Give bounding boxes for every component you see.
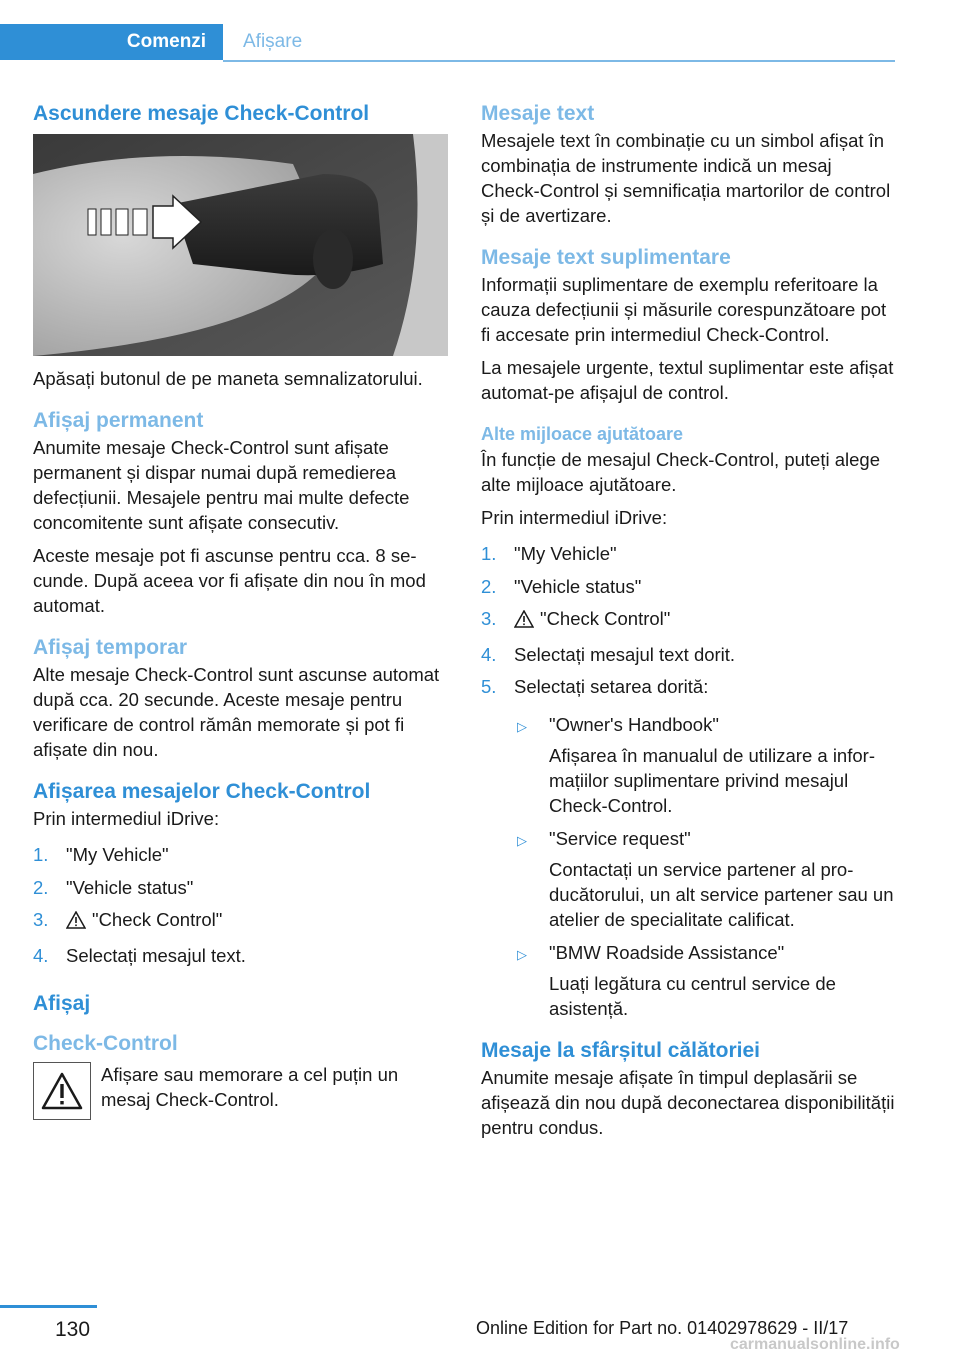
text-messages-text: Mesajele text în combinație cu un simbol afișat în combinația de instrumente indică un mesaj Check-Control și semnificația martorilor de control și de avertizare. — [481, 130, 891, 226]
turn-signal-lever-photo — [33, 134, 448, 356]
warning-triangle-icon — [514, 606, 536, 639]
option-item: ▷ "Owner's Handbook" Afișarea în manualul de utilizare a informațiilor suplimentare privind mesajul Check-Control. — [517, 713, 875, 816]
section-title-extra-text: Mesaje text suplimentare — [481, 246, 731, 269]
list-item: 1. "My Vehicle" — [33, 844, 169, 865]
right-column — [481, 100, 895, 1148]
show-intro: Prin intermediul iDrive: — [33, 808, 220, 829]
page-number: 130 — [55, 1318, 91, 1341]
check-control-note — [33, 1062, 448, 1120]
header-tabs — [0, 24, 895, 62]
section-title-aids: Alte mijloace ajutătoare — [481, 424, 684, 444]
edition-text: Online Edition for Part no. 01402978629 - II/17 — [476, 1318, 849, 1338]
list-item: 3. "Check Control" — [481, 603, 895, 639]
triangle-bullet-icon: ▷ — [517, 832, 527, 848]
aids-text: În funcție de mesajul Check-Control, puteți alege alte mijloace ajutătoare. — [481, 449, 880, 495]
tab-afisare[interactable]: Afișare — [223, 24, 895, 62]
list-item: 5. Selectați setarea dorită: — [481, 676, 709, 697]
section-title-show: Afișarea mesajelor Check-Control — [33, 780, 371, 803]
list-item: 1. "My Vehicle" — [481, 543, 617, 564]
hide-text: Apăsați butonul de pe maneta semnalizatorului. — [33, 368, 423, 389]
section-title-check-control: Check-Control — [33, 1032, 178, 1055]
section-title-end-trip: Mesaje la sfârșitul călătoriei — [481, 1038, 760, 1062]
triangle-bullet-icon: ▷ — [517, 946, 527, 962]
section-title-temporary: Afișaj temporar — [33, 636, 188, 659]
end-trip-text: Anumite mesaje afișate în timpul deplasării se afișează din nou după deconectarea disponibilității pentru condus. — [481, 1066, 895, 1138]
warning-triangle-icon — [66, 907, 88, 940]
extra-text-2: La mesajele urgente, textul suplimentar este afișat automat-pe afișajul de control. — [481, 357, 894, 403]
extra-text-1: Informații suplimentare de exemplu referitoare la cauza defecțiunii și măsurile corespunzătoare pot fi accesate prin intermediul Check-Control. — [481, 274, 887, 345]
section-title-display: Afișaj — [33, 992, 91, 1015]
permanent-text-1: Anumite mesaje Check-Control sunt afișate permanent și dispar numai după remedierea defecțiunii. Mesajele pentru mai multe defecte concomitente sunt afișate consecutiv. — [33, 437, 410, 533]
watermark: carmanualsonline.info — [730, 1336, 900, 1353]
aids-intro: Prin intermediul iDrive: — [481, 507, 668, 528]
temporary-text: Alte mesaje Check-Control sunt ascunse automat după cca. 20 secunde. Aceste mesaje pentru verificare de control rămân memorate și pot fi afișate din nou. — [33, 664, 440, 760]
right-steps-list — [481, 538, 895, 704]
section-title-hide: Ascundere mesaje Check-Control — [33, 102, 370, 125]
left-steps-list — [33, 839, 448, 972]
tab-comenzi[interactable]: Comenzi — [0, 24, 223, 60]
permanent-text-2: Aceste mesaje pot fi ascunse pentru cca. 8 secunde. După aceea vor fi afișate din nou în mod automat. — [33, 545, 426, 616]
check-control-warning-icon — [33, 1062, 91, 1120]
left-column — [33, 100, 448, 1120]
check-control-text: Afișare sau memorare a cel puțin un mesaj Check-Control. — [101, 1064, 399, 1110]
section-title-permanent: Afișaj permanent — [33, 409, 204, 432]
list-item: 4. Selectați mesajul text dorit. — [481, 643, 736, 665]
option-item: ▷ "Service request" Contactați un service partener al producătorului, un alt service partener sau un atelier de specialitate calificat. — [517, 827, 894, 930]
list-item: 2. "Vehicle status" — [481, 575, 642, 597]
list-item: 2. "Vehicle status" — [33, 876, 194, 898]
option-item: ▷ "BMW Roadside Assistance" Luați legătura cu centrul service de asistență. — [517, 941, 836, 1019]
options-list — [481, 712, 895, 1021]
list-item: 4. Selectați mesajul text. — [33, 944, 246, 966]
list-item: 3. "Check Control" — [33, 904, 448, 940]
section-title-text-messages: Mesaje text — [481, 102, 595, 125]
triangle-bullet-icon: ▷ — [517, 718, 527, 734]
footer-divider — [0, 1305, 97, 1308]
